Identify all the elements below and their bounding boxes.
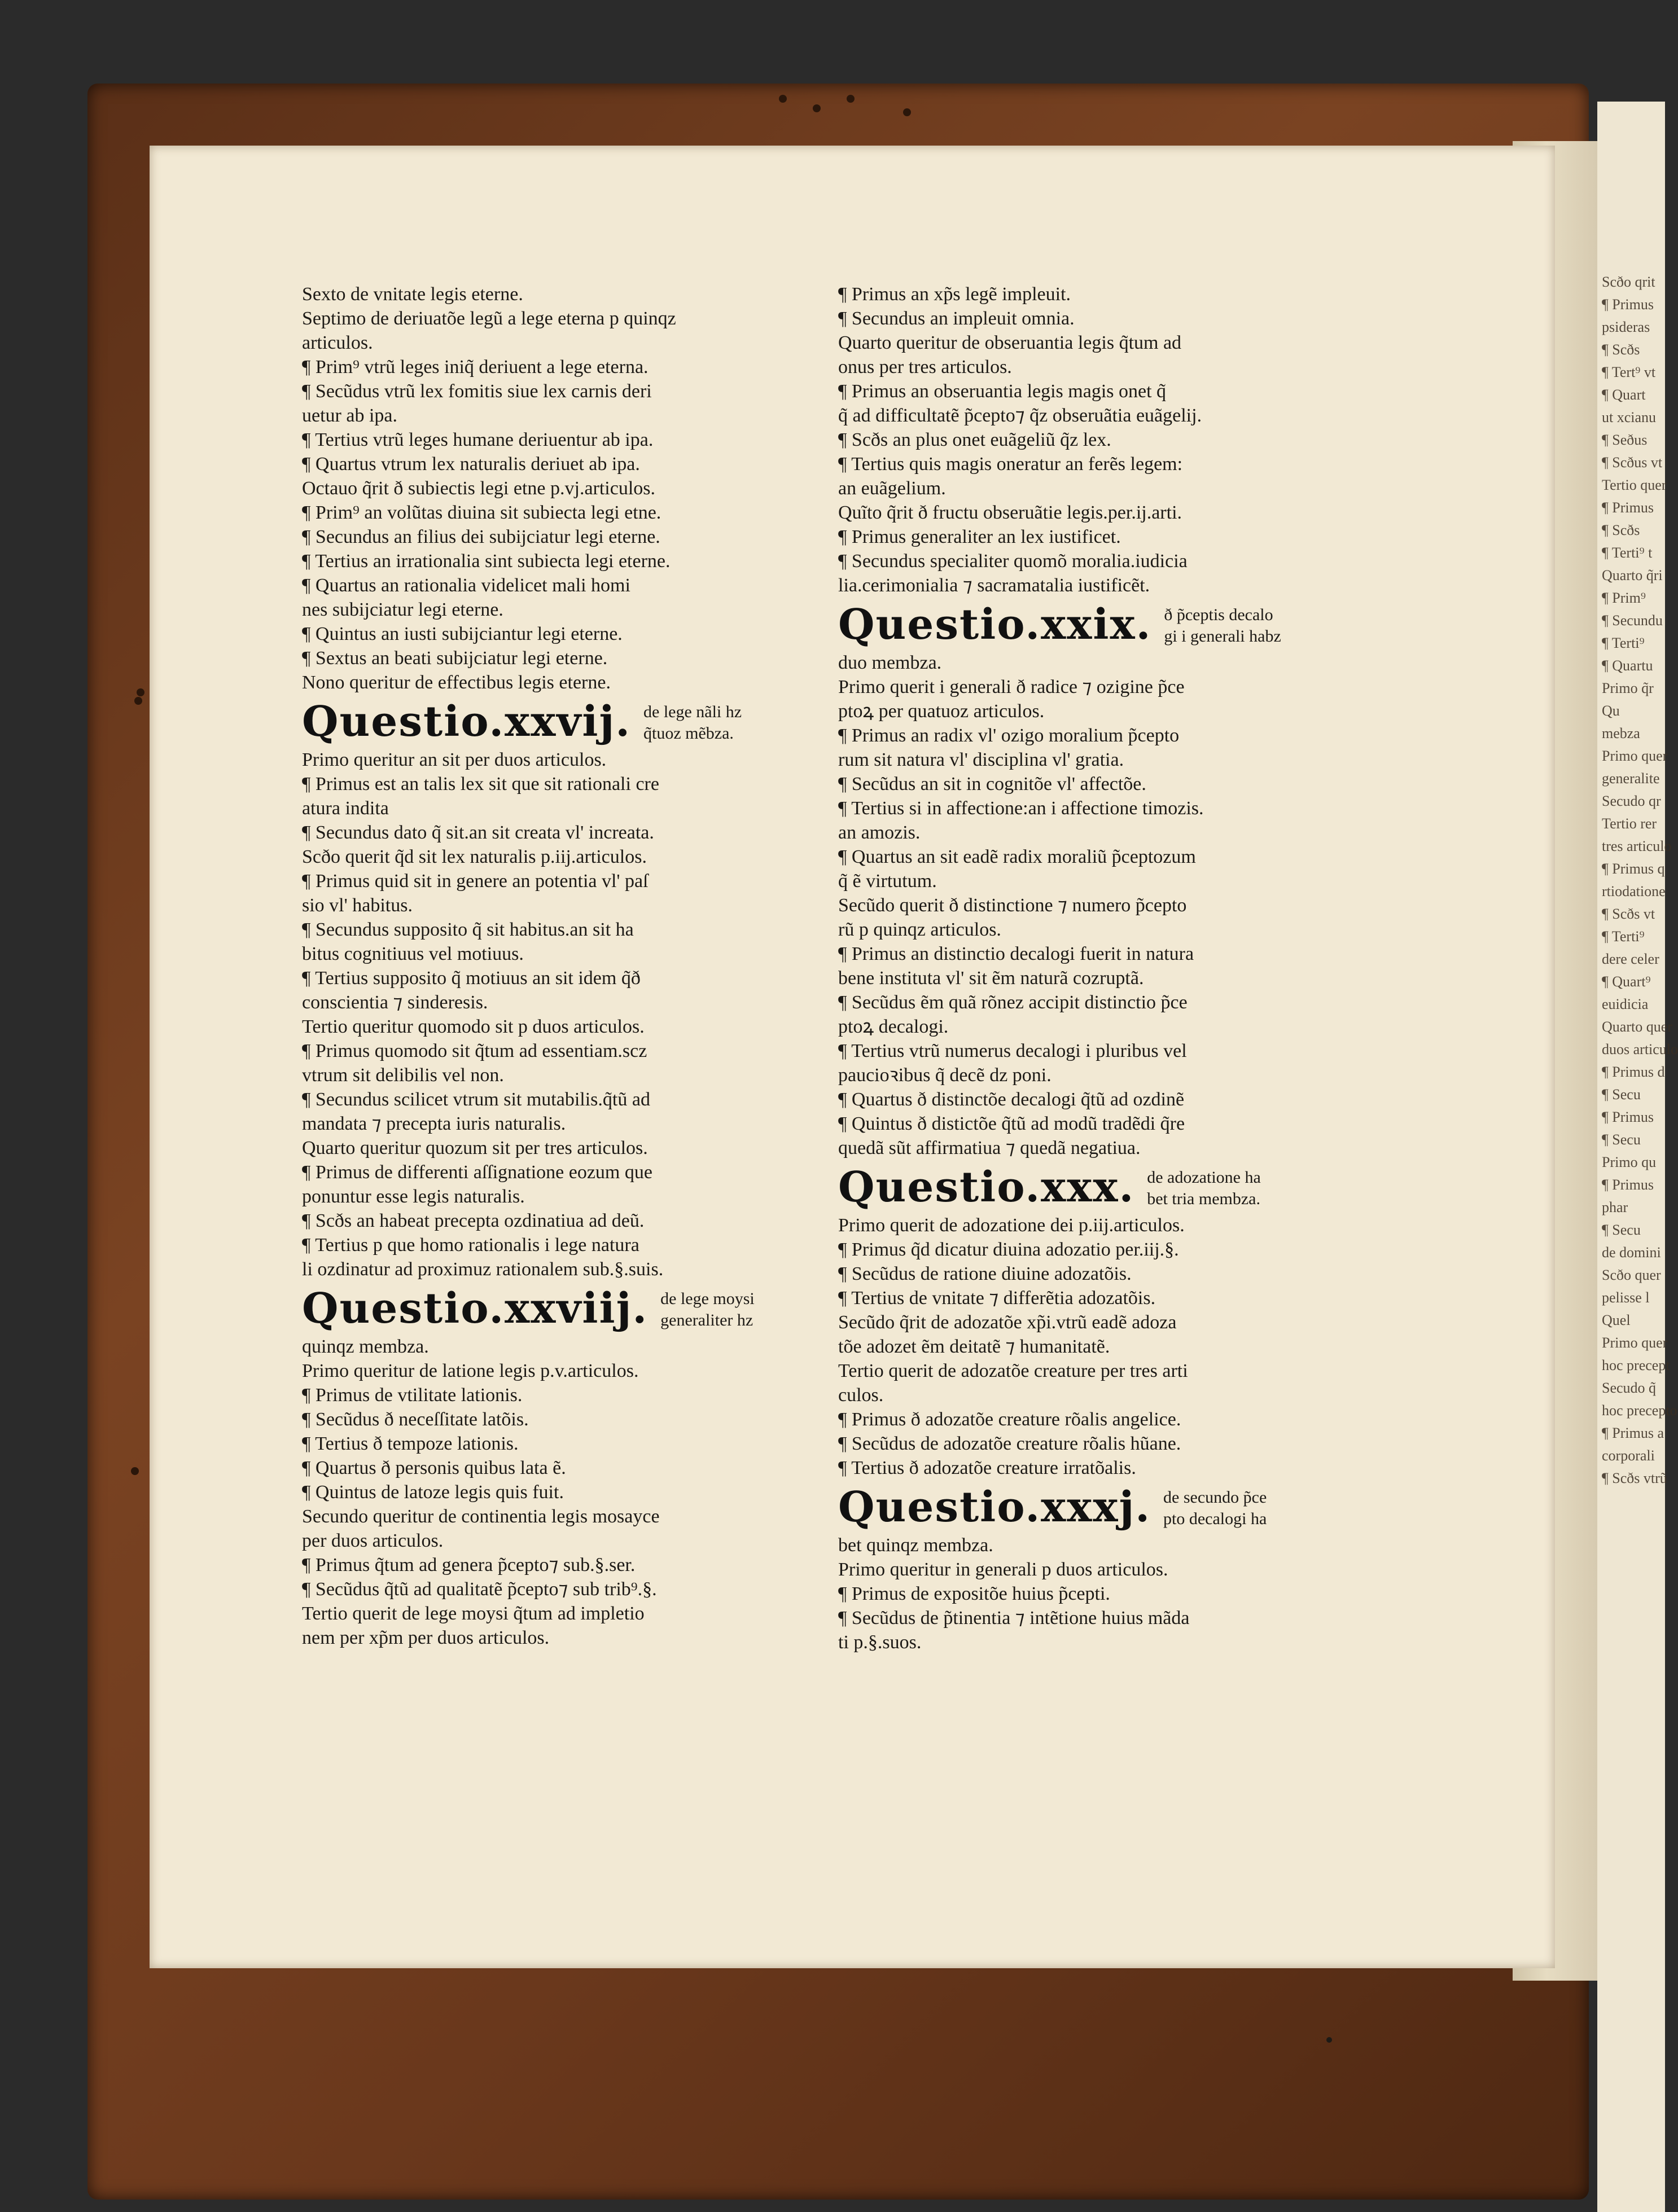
text-line: ¶ Primus q̃tum ad genera p̃cepto⁊ sub.§.ser. — [302, 1555, 636, 1575]
text-line: ¶ Primus ð adozatõe creature rõalis angelice. — [838, 1409, 1181, 1430]
text-line: Primo queritur in generali p duos articulos. — [838, 1559, 1168, 1580]
text-line: ¶ Quintus de latoze legis quis fuit. — [302, 1482, 564, 1503]
text-line: duo membza. — [838, 652, 942, 673]
text-line: culos. — [838, 1385, 884, 1406]
text-line: ¶ Secundus an filius dei subijciatur legi eterne. — [302, 526, 660, 547]
text-line: ¶ Quintus ð distictõe q̃tũ ad modũ tradẽdi q̃re — [838, 1113, 1185, 1134]
text-line: ¶ Scðs an plus onet euãgeliũ q̃z lex. — [838, 429, 1111, 450]
right-text-block-c — [838, 1213, 1346, 1480]
next-page-fragment: de domini — [1602, 1244, 1661, 1261]
next-page-fragment: ¶ Seðus — [1602, 432, 1648, 448]
text-line: ¶ Tertius si in affectione:an i affectione timozis. — [838, 798, 1204, 819]
text-line: ¶ Primus quid sit in genere an potentia vl' paſ — [302, 871, 649, 892]
text-line: q̃ ẽ virtutum. — [838, 871, 937, 892]
text-line: Secundo queritur de continentia legis mosayce — [302, 1506, 660, 1527]
text-line: ¶ Primus generaliter an lex iustificet. — [838, 526, 1121, 547]
text-line: Secũdo q̃rit de adozatõe xp̃i.vtrũ eadẽ adoza — [838, 1312, 1177, 1333]
text-line: sio vl' habitus. — [302, 895, 413, 916]
text-line: ¶ Secundus dato q̃ sit.an sit creata vl' increata. — [302, 822, 654, 843]
text-line: Primo querit i generali ð radice ⁊ ozigine p̃ce — [838, 677, 1185, 697]
text-line: q̃ ad difficultatẽ p̃cepto⁊ q̃z obseruãtia euãgelij. — [838, 405, 1202, 426]
text-line: rum sit natura vl' disciplina vl' gratia. — [838, 749, 1124, 770]
text-line: Tertio querit de adozatõe creature per tres arti — [838, 1360, 1188, 1381]
next-page-fragment: ¶ Primus — [1602, 296, 1654, 313]
next-page-fragment: corporali — [1602, 1447, 1655, 1464]
text-line: ¶ Secũdus ð neceſſitate latõis. — [302, 1409, 529, 1430]
next-page-fragment: ¶ Primus d — [1602, 1064, 1665, 1080]
next-page-fragment: tres articulo — [1602, 838, 1672, 854]
text-line: Primo querit de adozatione dei p.iij.articulos. — [838, 1215, 1185, 1236]
text-line: ¶ Primus de differenti aſſignatione eozum que — [302, 1162, 652, 1183]
text-line: Quarto queritur de obseruantia legis q̃tum ad — [838, 332, 1182, 353]
next-page-fragment: phar — [1602, 1199, 1628, 1215]
questio-subtitle: de adozatione ha bet tria membza. — [1147, 1168, 1261, 1208]
text-line: quinqz membza. — [302, 1336, 429, 1357]
text-line: rũ p quinqz articulos. — [838, 919, 1001, 940]
text-line: Scðo querit q̃d sit lex naturalis p.iij.articulos. — [302, 846, 647, 867]
text-line: ¶ Secũdus ẽm quã rõnez accipit distinctio p̃ce — [838, 992, 1188, 1013]
next-page-fragment: Scðo qrit — [1602, 274, 1655, 290]
text-line: ¶ Quintus an iusti subijciantur legi eterne. — [302, 624, 623, 644]
next-page-fragment: ¶ Prim⁹ — [1602, 590, 1646, 606]
next-page-fragment: ¶ Tert⁹ vt — [1602, 364, 1656, 380]
text-line: ¶ Tertius vtrũ numerus decalogi i pluribus vel — [838, 1041, 1187, 1061]
text-line: ¶ Tertius quis magis oneratur an ferẽs legem: — [838, 454, 1183, 475]
questio-title: Questio.xxix. — [838, 600, 1152, 649]
text-line: tõe adozet ẽm deitatẽ ⁊ humanitatẽ. — [838, 1336, 1110, 1357]
text-line: Primo queritur an sit per duos articulos. — [302, 749, 607, 770]
next-page-edge — [1597, 102, 1678, 2212]
text-line: Secũdo querit ð distinctione ⁊ numero p̃cepto — [838, 895, 1187, 916]
text-line: bene instituta vl' sit ẽm naturã cozruptã. — [838, 968, 1144, 989]
questio-heading-28 — [302, 1286, 810, 1331]
next-page-fragment: ¶ Scðs vtrũ — [1602, 1470, 1667, 1486]
questio-subtitle: de secundo p̃ce pto decalogi ha — [1163, 1488, 1267, 1528]
next-page-fragment: ¶ Primus a — [1602, 1425, 1664, 1441]
text-line: quedã sũt affirmatiua ⁊ quedã negatiua. — [838, 1138, 1141, 1158]
questio-title: Questio.xxxj. — [838, 1483, 1151, 1531]
text-line: ¶ Quartus ð personis quibus lata ẽ. — [302, 1458, 566, 1478]
text-line: Sexto de vnitate legis eterne. — [302, 284, 523, 305]
text-line: Tertio querit de lege moysi q̃tum ad impletio — [302, 1603, 645, 1624]
next-page-fragment: ¶ Primus — [1602, 499, 1654, 516]
text-line: Primo queritur de latione legis p.v.articulos. — [302, 1360, 639, 1381]
next-page-fragment: ¶ Primus q — [1602, 861, 1665, 877]
next-page-fragment: Quel — [1602, 1312, 1631, 1328]
next-page-fragment: mebza — [1602, 725, 1640, 741]
text-line: ¶ Primus an obseruantia legis magis onet q̃ — [838, 381, 1167, 402]
text-line: conscientia ⁊ sinderesis. — [302, 992, 488, 1013]
left-text-block-c — [302, 1335, 810, 1650]
text-line: ¶ Quartus an rationalia videlicet mali homi — [302, 575, 630, 596]
wormhole — [813, 104, 821, 112]
text-line: onus per tres articulos. — [838, 357, 1012, 378]
wormhole — [779, 95, 787, 103]
questio-title: Questio.xxx. — [838, 1163, 1135, 1212]
next-page-fragment: ¶ Secu — [1602, 1131, 1641, 1148]
wormhole — [847, 95, 855, 103]
next-page-fragment: ¶ Primus — [1602, 1109, 1654, 1125]
questio-heading-31 — [838, 1485, 1346, 1530]
questio-subtitle: de lege moysi generaliter hz — [660, 1289, 755, 1329]
wormhole — [903, 108, 911, 116]
next-page-fragment: generalite — [1602, 770, 1660, 787]
next-page-fragment: ¶ Scðus vt — [1602, 454, 1663, 471]
next-page-fragment: ¶ Secu — [1602, 1086, 1641, 1103]
right-text-block-d — [838, 1533, 1346, 1654]
next-page-fragment: Primo qu — [1602, 1154, 1657, 1170]
next-page-fragment: psideras — [1602, 319, 1650, 335]
wormhole — [131, 1467, 139, 1475]
text-line: ¶ Secundus an impleuit omnia. — [838, 308, 1075, 329]
text-line: Quarto queritur quozum sit per tres articulos. — [302, 1138, 648, 1158]
questio-heading-30 — [838, 1165, 1346, 1210]
text-line: nem per xp̃m per duos articulos. — [302, 1627, 550, 1648]
text-line: ¶ Tertius de vnitate ⁊ differẽtia adozatõis. — [838, 1288, 1156, 1309]
next-page-text — [1597, 102, 1678, 1490]
text-line: lia.cerimonialia ⁊ sacramatalia iustificẽt. — [838, 575, 1150, 596]
wormhole — [134, 697, 142, 705]
text-line: an euãgelium. — [838, 478, 946, 499]
text-line: Octauo q̃rit ð subiectis legi etne p.vj.articulos. — [302, 478, 656, 499]
text-line: ptoꝝ per quatuoz articulos. — [838, 701, 1045, 722]
text-line: ¶ Secundus supposito q̃ sit habitus.an sit ha — [302, 919, 634, 940]
text-line: paucioꝛibus q̃ decẽ dz poni. — [838, 1065, 1052, 1086]
next-page-fragment: dere celer — [1602, 951, 1659, 967]
text-line: ¶ Primus de expositõe huius p̃cepti. — [838, 1583, 1110, 1604]
text-line: ¶ Quartus vtrum lex naturalis deriuet ab ipa. — [302, 454, 640, 475]
text-line: uetur ab ipa. — [302, 405, 397, 426]
questio-title: Questio.xxviij. — [302, 1284, 649, 1333]
text-line: Quĩto q̃rit ð fructu obseruãtie legis.per.ij.arti. — [838, 502, 1182, 523]
text-line: atura indita — [302, 798, 389, 819]
text-line: ¶ Quartus an sit eadẽ radix moraliũ p̃ceptozum — [838, 846, 1196, 867]
next-page-fragment: Primo quer — [1602, 748, 1668, 764]
next-page-fragment: Secudo q̃ — [1602, 1380, 1657, 1396]
left-column — [302, 282, 810, 1650]
next-page-fragment: hoc precepto — [1602, 1402, 1677, 1419]
next-page-fragment: ¶ Quart⁹ — [1602, 973, 1651, 990]
text-line: ¶ Prim⁹ vtrũ leges iniq̃ deriuent a lege eterna. — [302, 357, 649, 378]
next-page-fragment: ¶ Terti⁹ t — [1602, 545, 1653, 561]
text-line: ¶ Secundus specialiter quomõ moralia.iudicia — [838, 551, 1188, 572]
text-line: ¶ Primus an xp̃s legẽ impleuit. — [838, 284, 1071, 305]
text-line: ¶ Primus an radix vl' ozigo moralium p̃cepto — [838, 725, 1180, 746]
text-line: ¶ Primus est an talis lex sit que sit rationali cre — [302, 774, 659, 795]
text-line: ¶ Scðs an habeat precepta ozdinatiua ad deũ. — [302, 1210, 645, 1231]
text-line: ¶ Prim⁹ an volũtas diuina sit subiecta legi etne. — [302, 502, 661, 523]
next-page-fragment: ¶ Scðs — [1602, 341, 1640, 358]
text-line: ¶ Secũdus de p̃tinentia ⁊ intẽtione huius mãda — [838, 1608, 1190, 1629]
text-line: ¶ Secũdus q̃tũ ad qualitatẽ p̃cepto⁊ sub trib⁹.§. — [302, 1579, 657, 1600]
next-page-fragment: Quarto quer — [1602, 1019, 1672, 1035]
next-page-fragment: ¶ Secu — [1602, 1222, 1641, 1238]
text-line: vtrum sit delibilis vel non. — [302, 1065, 504, 1086]
text-line: per duos articulos. — [302, 1530, 444, 1551]
text-line: ¶ Tertius p que homo rationalis i lege natura — [302, 1235, 639, 1256]
text-line: ¶ Secũdus de ratione diuine adozatõis. — [838, 1263, 1132, 1284]
text-line: ponuntur esse legis naturalis. — [302, 1186, 525, 1207]
text-line: articulos. — [302, 332, 373, 353]
text-line: ¶ Secundus scilicet vtrum sit mutabilis.q̃tũ ad — [302, 1089, 650, 1110]
right-text-block-a — [838, 282, 1346, 598]
text-line: ti p.§.suos. — [838, 1632, 922, 1653]
text-line: bitus cognitiuus vel motiuus. — [302, 943, 524, 964]
questio-subtitle: de lege nãli hz q̃tuoz mẽbza. — [643, 703, 742, 743]
text-line: ¶ Tertius ð adozatõe creature irratõalis. — [838, 1458, 1136, 1478]
text-line: nes subijciatur legi eterne. — [302, 599, 503, 620]
questio-heading-29 — [838, 602, 1346, 647]
text-line: ¶ Primus quomodo sit q̃tum ad essentiam.scz — [302, 1041, 647, 1061]
left-text-block-b — [302, 748, 810, 1281]
left-text-block-a — [302, 282, 810, 695]
next-page-fragment: rtiodatione — [1602, 883, 1666, 899]
next-page-fragment: ¶ Primus — [1602, 1177, 1654, 1193]
text-line: ¶ Tertius supposito q̃ motiuus an sit idem q̃ð — [302, 968, 641, 989]
right-text-block-b — [838, 651, 1346, 1160]
next-page-fragment: ¶ Terti⁹ — [1602, 635, 1645, 651]
text-line: ¶ Secũdus vtrũ lex fomitis siue lex carnis deri — [302, 381, 652, 402]
text-line: ¶ Tertius an irrationalia sint subiecta legi eterne. — [302, 551, 671, 572]
text-line: ¶ Primus de vtilitate lationis. — [302, 1385, 523, 1406]
next-page-fragment: ut xcianu — [1602, 409, 1657, 425]
text-line: Nono queritur de effectibus legis eterne. — [302, 672, 611, 693]
text-line: ¶ Primus q̃d dicatur diuina adozatio per.iij.§. — [838, 1239, 1179, 1260]
text-line: ¶ Quartus ð distinctõe decalogi q̃tũ ad ozdinẽ — [838, 1089, 1185, 1110]
text-line: ¶ Tertius vtrũ leges humane deriuentur ab ipa. — [302, 429, 654, 450]
text-line: ¶ Sextus an beati subijciatur legi eterne. — [302, 648, 608, 669]
next-page-fragment: ¶ Quartu — [1602, 657, 1653, 674]
next-page-fragment: ¶ Quart — [1602, 387, 1646, 403]
questio-title: Questio.xxvij. — [302, 697, 631, 746]
next-page-fragment: hoc precept — [1602, 1357, 1670, 1373]
questio-heading-27 — [302, 699, 810, 744]
text-line: ¶ Tertius ð tempoze lationis. — [302, 1433, 519, 1454]
text-line: li ozdinatur ad proximuz rationalem sub.§.suis. — [302, 1259, 664, 1280]
page-dot — [1326, 2037, 1332, 2043]
text-line: bet quinqz membza. — [838, 1535, 993, 1556]
next-page-fragment: euidicia — [1602, 996, 1649, 1012]
next-page-fragment: ¶ Scðs vt — [1602, 906, 1655, 922]
next-page-fragment: ¶ Scðs — [1602, 522, 1640, 538]
next-page-fragment: Qu — [1602, 703, 1620, 719]
wormhole — [137, 688, 144, 696]
text-line: ¶ Primus an distinctio decalogi fuerit in natura — [838, 943, 1194, 964]
text-line: ptoꝝ decalogi. — [838, 1016, 949, 1037]
next-page-fragment: Scðo quer — [1602, 1267, 1661, 1283]
next-page-fragment: pelisse l — [1602, 1289, 1650, 1306]
next-page-fragment: Quarto q̃ri — [1602, 567, 1663, 583]
next-page-fragment: Primo quer — [1602, 1335, 1668, 1351]
next-page-fragment: Primo q̃r — [1602, 680, 1654, 696]
questio-subtitle: ð p̃ceptis decalo gi i generali habz — [1164, 605, 1281, 646]
text-line: Septimo de deriuatõe legũ a lege eterna p quinqz — [302, 308, 676, 329]
text-line: an amozis. — [838, 822, 921, 843]
next-page-fragment: duos articulo — [1602, 1041, 1678, 1057]
next-page-fragment: Tertio quer — [1602, 477, 1667, 493]
right-column — [838, 282, 1346, 1654]
next-page-fragment: Secudo qr — [1602, 793, 1661, 809]
next-page-fragment: ¶ Terti⁹ — [1602, 928, 1645, 945]
next-page-fragment: Tertio rer — [1602, 815, 1657, 832]
text-line: Tertio queritur quomodo sit p duos articulos. — [302, 1016, 645, 1037]
text-line: ¶ Secũdus an sit in cognitõe vl' affectõe. — [838, 774, 1146, 795]
text-line: ¶ Secũdus de adozatõe creature rõalis hũane. — [838, 1433, 1181, 1454]
next-page-fragment: ¶ Secundu — [1602, 612, 1663, 629]
text-line: mandata ⁊ precepta iuris naturalis. — [302, 1113, 566, 1134]
